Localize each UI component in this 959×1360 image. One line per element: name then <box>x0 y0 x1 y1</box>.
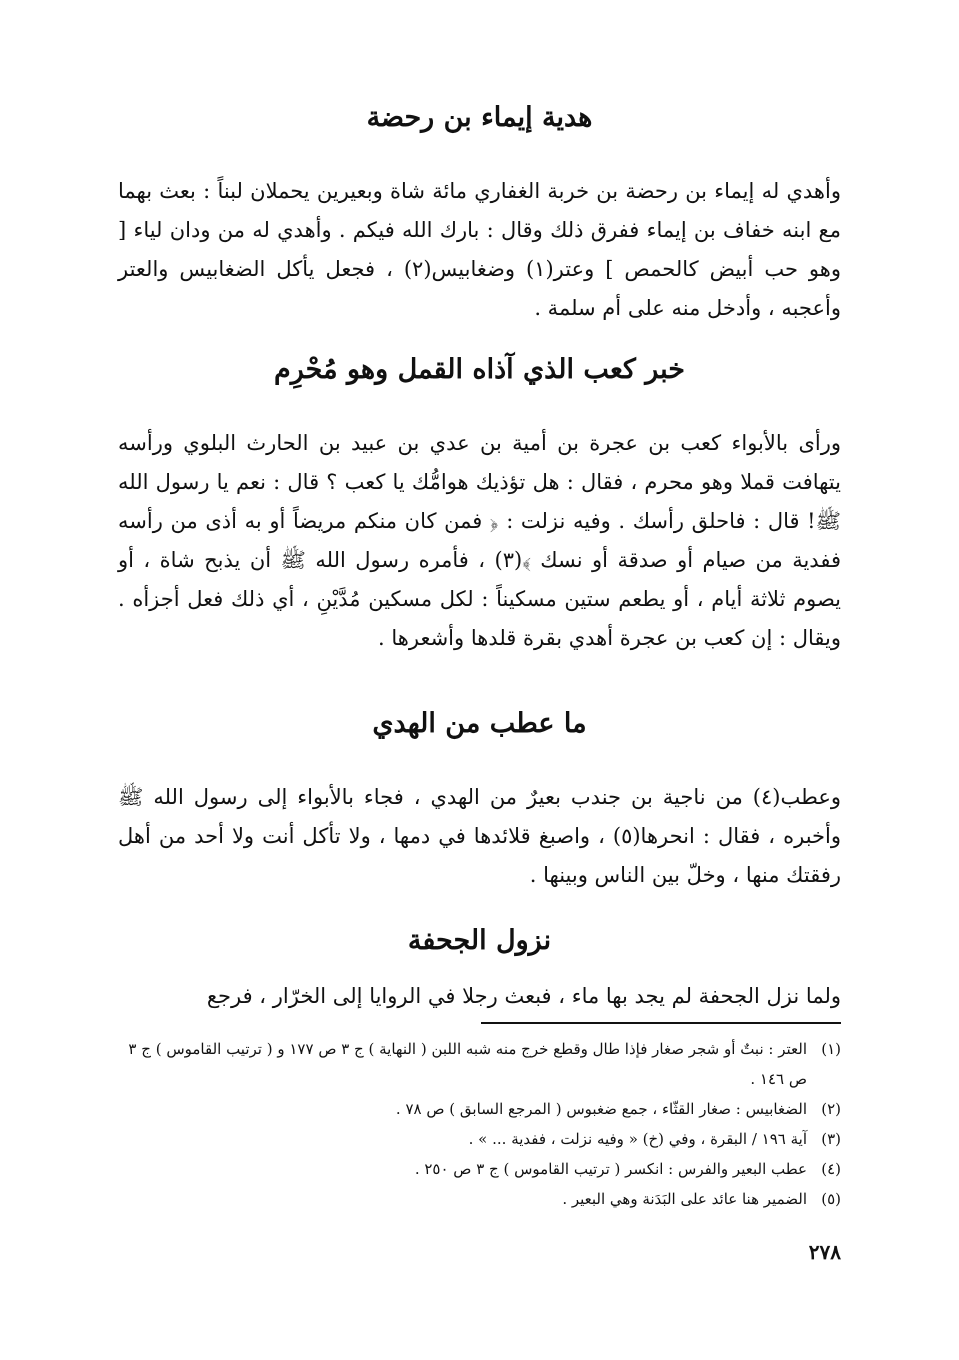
footnote-number: (١) <box>821 1040 841 1058</box>
footnote-text: الضغابيس : صغار القثّاء ، جمع ضغبوس ( المرجع السابق ) ص ٧٨ . <box>395 1100 807 1118</box>
footnote-text: آية ١٩٦ / البقرة ، وفي (خ) « وفيه نزلت ، ففدية ... » . <box>468 1130 807 1148</box>
section-paragraph: وعطب(٤) من ناجية بن جندب بعيرٌ من الهدي ، فجاء بالأبواء إلى رسول الله ﷺ وأخبره ، فقال : انحرها(٥) ، واصبغ قلائدها في دمها ، ولا تأكل أنت ولا أحد من أهل رفقتك منها ، وخلّ بين الناس وبينها . <box>118 785 841 887</box>
footnote <box>118 1184 841 1214</box>
page-number: ٢٧٨ <box>808 1240 841 1264</box>
footnote <box>118 1034 841 1094</box>
section-heading: ما عطب من الهدي <box>372 708 587 739</box>
section-paragraph: وأهدي له إيماء بن رحضة بن خربة الغفاري مائة شاة وبعيرين يحملان لبناً : بعث بهما مع ابنه خفاف بن إيماء ففرق ذلك وقال : بارك الله فيكم . وأهدي له من ودان لياء [ وهو حب أبيض كالحمص ] وعتر(١) وضغابيس(٢) ، فجعل يأكل الضغابيس والعتر وأعجبه ، وأدخل منه على أم سلمة . <box>118 179 841 320</box>
page-content <box>118 96 841 1214</box>
section-paragraph: ورأى بالأبواء كعب بن عجرة بن أمية بن عدي بن عبيد بن الحارث البلوي ورأسه يتهافت قملا وهو محرم ، فقال : هل تؤذيك هوامُّك يا كعب ؟ قال : نعم يا رسول الله ﷺ! قال : فاحلق رأسك . وفيه نزلت : ﴿ فمن كان منكم مريضاً أو به أذى من رأسه ففدية من صيام أو صدقة أو نسك ﴾(٣) ، فأمره رسول الله ﷺ أن يذبح شاة ، أو يصوم ثلاثة أيام ، أو يطعم ستين مسكيناً : لكل مسكين مُدَّيْنِ ، أي ذلك فعل أجزأه . ويقال : إن كعب بن عجرة أهدي بقرة قلدها وأشعرها . <box>118 431 841 650</box>
footnote-text: عطب البعير والفرس : انكسر ( ترتيب القاموس ) ج ٣ ص ٢٥٠ . <box>414 1160 807 1178</box>
footnote-number: (٤) <box>821 1160 841 1178</box>
footnote-number: (٥) <box>821 1190 841 1208</box>
footnote-text: الضمير هنا عائد على البَدَنة وهي البعير . <box>562 1190 807 1208</box>
footnote-number: (٣) <box>821 1130 841 1148</box>
footnote-number: (٢) <box>821 1100 841 1118</box>
footnote-text: العتر : نبتٌ أو شجر صغار فإذا طال وقطع خرج منه شبه اللبن ( النهاية ) ج ٣ ص ١٧٧ و ( ترتيب القاموس ) ج ٣ ص ١٤٦ . <box>128 1040 807 1088</box>
section-paragraph: ولما نزل الجحفة لم يجد بها ماء ، فبعث رجلا في الروايا إلى الخرّار ، فرجع <box>206 984 841 1008</box>
footnotes <box>118 1034 841 1214</box>
footnote <box>118 1094 841 1124</box>
section-heading: هدية إيماء بن رحضة <box>366 102 593 133</box>
footnote-divider <box>481 1022 841 1024</box>
footnote <box>118 1154 841 1184</box>
section-heading: نزول الجحفة <box>407 925 552 956</box>
footnote <box>118 1124 841 1154</box>
section-heading: خبر كعب الذي آذاه القمل وهو مُحْرِم <box>274 354 685 385</box>
